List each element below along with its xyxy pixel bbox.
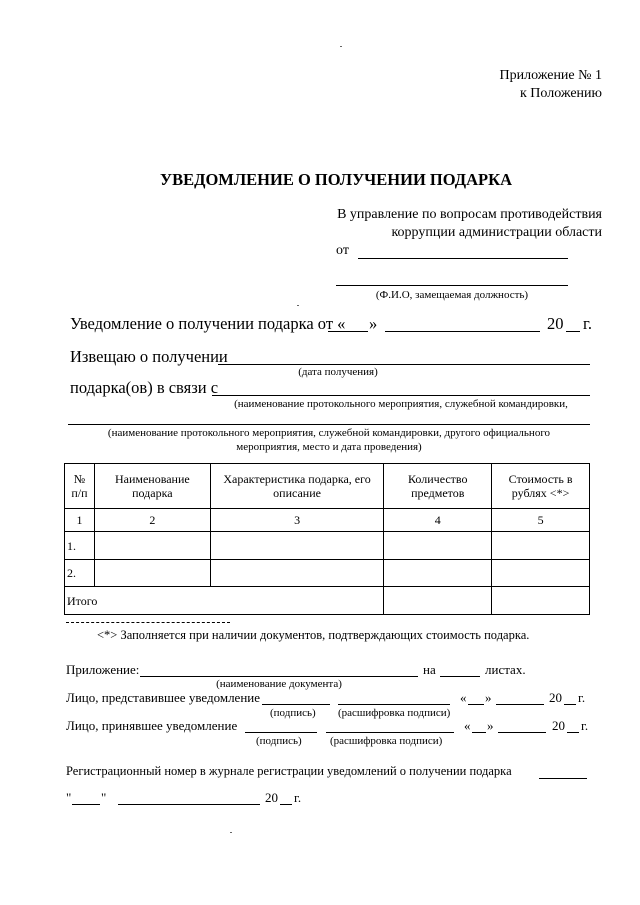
notice-year-suffix: г.	[583, 314, 593, 333]
total-cost-cell[interactable]	[492, 587, 590, 615]
notice-quote-close: »	[369, 314, 378, 333]
footnote-text: <*> Заполняется при наличии документов, подтверждающих стоимость подарка.	[97, 628, 530, 642]
row-cell[interactable]	[384, 532, 492, 560]
registration-year-field[interactable]	[280, 804, 292, 805]
header-name: Наименование подарка	[94, 464, 210, 509]
registration-quote-open: "	[66, 790, 72, 805]
col-number-5: 5	[492, 509, 590, 532]
occasion-label: подарка(ов) в связи с	[70, 378, 219, 397]
submitted-label: Лицо, представившее уведомление	[66, 690, 261, 705]
registration-quote-close: "	[101, 790, 107, 805]
col-number-4: 4	[384, 509, 492, 532]
notice-month-field[interactable]	[385, 331, 540, 332]
col-number-2: 2	[94, 509, 210, 532]
col-number-3: 3	[210, 509, 384, 532]
accepted-sign-caption: (подпись)	[256, 735, 302, 747]
submitted-year-label: 20	[549, 690, 562, 705]
accepted-month-field[interactable]	[498, 732, 546, 733]
scan-speck	[340, 46, 342, 47]
notice-year-label: 20	[547, 314, 564, 333]
row-index: 1.	[65, 532, 95, 560]
table-header-row	[65, 464, 590, 509]
registration-label: Регистрационный номер в журнале регистрации уведомлений о получении подарка	[66, 764, 512, 778]
row-cell[interactable]	[492, 560, 590, 587]
recipient-line-2: коррупции администрации области	[391, 225, 602, 240]
row-cell[interactable]	[492, 532, 590, 560]
header-number: № п/п	[65, 464, 95, 509]
received-date-field[interactable]	[218, 364, 590, 365]
total-quantity-cell[interactable]	[384, 587, 492, 615]
accepted-label: Лицо, принявшее уведомление	[66, 718, 238, 733]
table-total-row	[65, 587, 590, 615]
accepted-year-label: 20	[552, 718, 565, 733]
submitted-quote-close: »	[485, 690, 492, 705]
recipient-caption: (Ф.И.О, замещаемая должность)	[375, 289, 529, 301]
received-caption: (дата получения)	[298, 366, 378, 378]
document-title: УВЕДОМЛЕНИЕ О ПОЛУЧЕНИИ ПОДАРКА	[159, 170, 512, 189]
header-quantity: Количество предметов	[384, 464, 492, 509]
submitted-month-field[interactable]	[496, 704, 544, 705]
received-label: Извещаю о получении	[70, 347, 228, 366]
occasion-field[interactable]	[212, 395, 590, 396]
registration-number-field[interactable]	[539, 778, 587, 779]
row-cell[interactable]	[94, 532, 210, 560]
row-cell[interactable]	[94, 560, 210, 587]
attachment-label: Приложение:	[66, 662, 140, 677]
attachment-caption: (наименование документа)	[216, 678, 342, 690]
row-cell[interactable]	[210, 560, 384, 587]
occasion-caption-1: (наименование протокольного мероприятия, служебной командировки,	[234, 398, 568, 410]
notice-year-field[interactable]	[566, 331, 580, 332]
col-number-1: 1	[65, 509, 95, 532]
from-position-field[interactable]	[336, 285, 568, 286]
appendix-line-1: Приложение № 1	[499, 68, 602, 83]
submitted-decode-field[interactable]	[338, 704, 450, 705]
gift-table	[64, 463, 590, 615]
submitted-decode-caption: (расшифровка подписи)	[338, 707, 451, 719]
recipient-line-1: В управление по вопросам противодействия	[337, 207, 602, 222]
row-cell[interactable]	[210, 532, 384, 560]
occasion-caption-2: (наименование протокольного мероприятия, служебной командировки, другого официального	[107, 427, 551, 439]
submitted-sign-caption: (подпись)	[270, 707, 316, 719]
from-name-field[interactable]	[358, 258, 568, 259]
registration-year-label: 20	[265, 790, 278, 805]
occasion-field-2[interactable]	[68, 424, 590, 425]
submitted-quote-open: «	[460, 690, 467, 705]
attachment-sheets: листах.	[485, 662, 526, 677]
accepted-year-field[interactable]	[567, 732, 579, 733]
registration-year-suffix: г.	[294, 790, 302, 805]
row-cell[interactable]	[384, 560, 492, 587]
row-index: 2.	[65, 560, 95, 587]
accepted-day-field[interactable]	[472, 732, 486, 733]
attachment-doc-field[interactable]	[140, 676, 418, 677]
accepted-quote-close: »	[487, 718, 494, 733]
occasion-caption-3: мероприятия, место и дата проведения)	[236, 441, 422, 453]
table-row	[65, 560, 590, 587]
header-cost: Стоимость в рублях <*>	[492, 464, 590, 509]
table-row	[65, 532, 590, 560]
accepted-decode-caption: (расшифровка подписи)	[330, 735, 443, 747]
scan-speck	[297, 305, 299, 306]
footnote-separator	[66, 622, 230, 623]
table-number-row	[65, 509, 590, 532]
submitted-year-suffix: г.	[578, 690, 586, 705]
notice-prefix: Уведомление о получении подарка от «	[70, 314, 346, 333]
registration-day-field[interactable]	[72, 804, 100, 805]
notice-day-field[interactable]	[328, 331, 368, 332]
appendix-line-2: к Положению	[519, 86, 602, 101]
accepted-decode-field[interactable]	[326, 732, 454, 733]
accepted-year-suffix: г.	[581, 718, 589, 733]
submitted-signature-field[interactable]	[262, 704, 330, 705]
header-description: Характеристика подарка, его описание	[210, 464, 384, 509]
registration-month-field[interactable]	[118, 804, 260, 805]
from-label: от	[336, 243, 349, 258]
accepted-quote-open: «	[464, 718, 471, 733]
scan-speck	[230, 832, 232, 833]
submitted-day-field[interactable]	[468, 704, 484, 705]
submitted-year-field[interactable]	[564, 704, 576, 705]
attachment-on: на	[423, 662, 436, 677]
attachment-sheets-field[interactable]	[440, 676, 480, 677]
total-label: Итого	[65, 587, 384, 615]
accepted-signature-field[interactable]	[245, 732, 317, 733]
